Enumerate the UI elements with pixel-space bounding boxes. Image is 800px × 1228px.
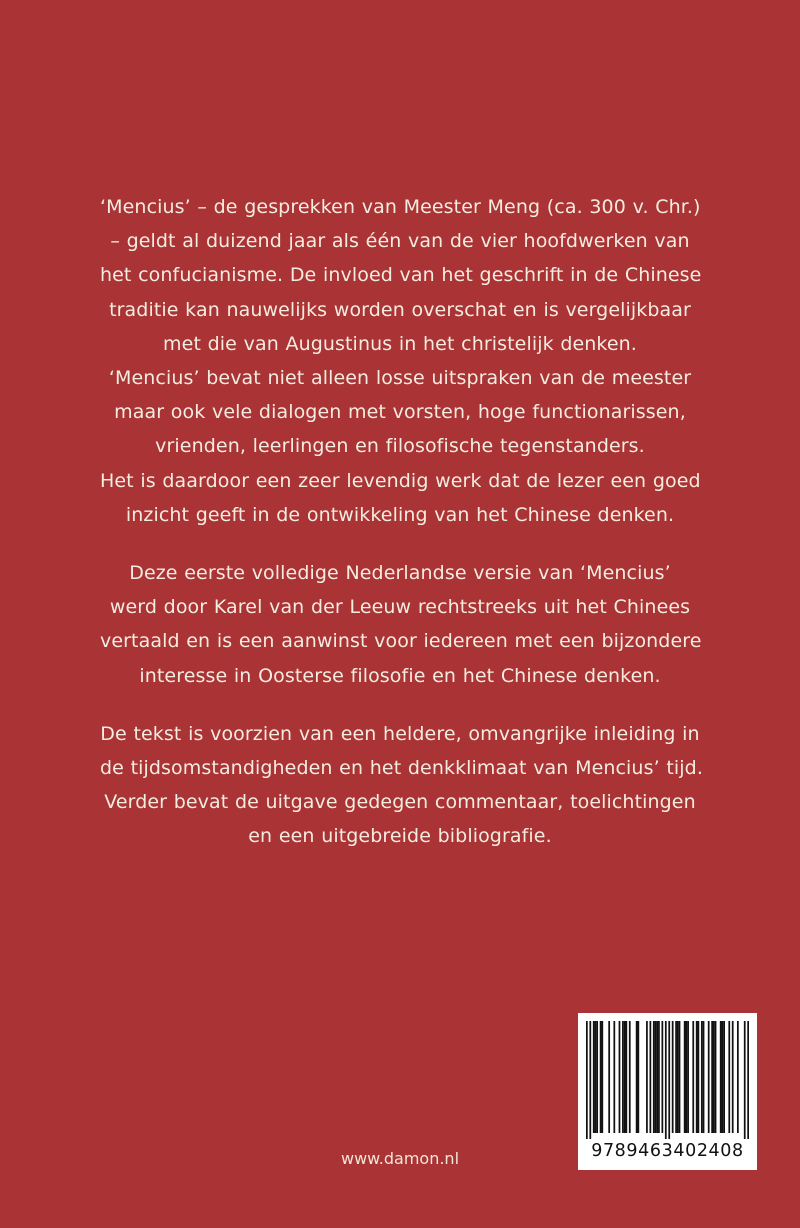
barcode-bar — [696, 1021, 698, 1133]
barcode-bar — [679, 1021, 681, 1133]
barcode-bar — [675, 1021, 677, 1133]
barcode-bar — [698, 1021, 700, 1133]
barcode-bar — [701, 1021, 703, 1133]
blurb-line: het confucianisme. De invloed van het geschrift in de Chinese — [100, 264, 702, 287]
barcode-bar — [646, 1021, 648, 1133]
barcode-bar — [653, 1021, 655, 1133]
barcode-bar — [656, 1021, 658, 1133]
blurb-text — [100, 190, 703, 854]
barcode-bar — [677, 1021, 679, 1133]
blurb-line: inzicht geeft in de ontwikkeling van het Chinese denken. — [125, 503, 675, 526]
blurb-line: interesse in Oosterse filosofie en het Chinese denken. — [139, 664, 661, 687]
barcode-bar — [625, 1021, 627, 1133]
barcode-bar — [692, 1021, 694, 1133]
barcode-bar — [595, 1021, 597, 1133]
isbn-number: 9789463402408 — [591, 1141, 744, 1161]
blurb-line: traditie kan nauwelijks worden overschat en is vergelijkbaar — [109, 298, 691, 321]
barcode-bars — [586, 1021, 749, 1139]
barcode-bar — [608, 1021, 610, 1133]
blurb-line: vrienden, leerlingen en filosofische tegenstanders. — [155, 435, 645, 458]
barcode-bar — [723, 1021, 725, 1133]
blurb-paragraph-2 — [100, 556, 700, 693]
barcode-bar — [600, 1021, 602, 1133]
barcode-bar — [613, 1021, 615, 1133]
blurb-line: Het is daardoor een zeer levendig werk dat de lezer een goed — [100, 469, 701, 492]
barcode-bar — [668, 1021, 670, 1139]
barcode-bar — [649, 1021, 651, 1133]
barcode-bar — [684, 1021, 686, 1133]
barcode-bar — [686, 1021, 688, 1133]
blurb-line: Verder bevat de uitgave gedegen commentaar, toelichtingen — [104, 791, 696, 814]
blurb-line: werd door Karel van der Leeuw rechtstreeks uit het Chinees — [109, 596, 691, 619]
blurb-line: ‘Mencius’ bevat niet alleen losse uitspraken van de meester — [108, 367, 692, 390]
barcode-bar — [722, 1021, 724, 1133]
barcode-bar — [601, 1021, 603, 1133]
barcode-bar — [655, 1021, 657, 1133]
barcode-bar — [658, 1021, 660, 1133]
barcode-bar — [711, 1021, 713, 1133]
blurb-line: ‘Mencius’ – de gesprekken van Meester Meng (ca. 300 v. Chr.) — [100, 196, 701, 218]
barcode-bar — [596, 1021, 598, 1133]
barcode-bar — [732, 1021, 734, 1133]
barcode-bar — [713, 1021, 715, 1133]
barcode-bar — [737, 1021, 739, 1133]
barcode-bar — [637, 1021, 639, 1133]
barcode-bar — [728, 1021, 730, 1133]
barcode-bar — [589, 1021, 591, 1139]
blurb-line: met die van Augustinus in het christelijk denken. — [163, 332, 637, 355]
barcode-bar — [629, 1021, 631, 1133]
barcode-bar — [665, 1021, 667, 1139]
barcode-bar — [586, 1021, 588, 1139]
blurb-line: vertaald en is een aanwinst voor iedereen met een bijzondere — [100, 630, 702, 653]
barcode-bar — [708, 1021, 710, 1133]
isbn-barcode — [578, 1013, 757, 1170]
barcode-bar — [593, 1021, 595, 1133]
blurb-paragraph-1 — [100, 190, 700, 532]
barcode-bar — [747, 1021, 749, 1139]
barcode-bar — [622, 1021, 624, 1133]
barcode-bar — [636, 1021, 638, 1133]
barcode-bar — [720, 1021, 722, 1133]
barcode-bar — [744, 1021, 746, 1139]
barcode-bar — [619, 1021, 621, 1133]
blurb-line: Deze eerste volledige Nederlandse versie van ‘Mencius’ — [129, 562, 671, 585]
publisher-website: www.damon.nl — [340, 1149, 460, 1168]
blurb-line: de tijdsomstandigheden en het denkklimaat van Mencius’ tijd. — [100, 757, 703, 780]
barcode-bar — [687, 1021, 689, 1133]
barcode-bar — [624, 1021, 626, 1133]
barcode-bar — [661, 1021, 663, 1133]
blurb-line: maar ook vele dialogen met vorsten, hoge functionarissen, — [114, 401, 686, 424]
blurb-line: – geldt al duizend jaar als één van de vier hoofdwerken van — [110, 230, 690, 253]
blurb-paragraph-3 — [100, 717, 703, 854]
barcode-bar — [715, 1021, 717, 1133]
blurb-line: en een uitgebreide bibliografie. — [248, 825, 552, 848]
barcode-bar — [703, 1021, 705, 1133]
blurb-line: De tekst is voorzien van een heldere, omvangrijke inleiding in — [100, 722, 700, 745]
barcode-bar — [672, 1021, 674, 1133]
